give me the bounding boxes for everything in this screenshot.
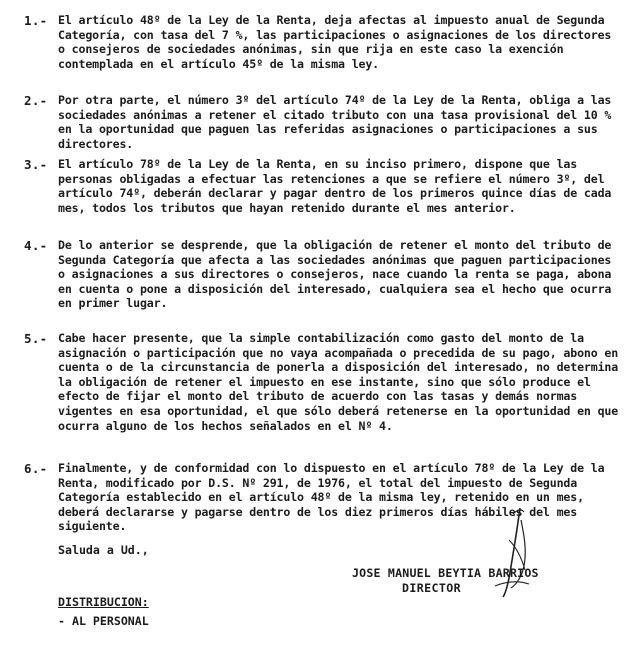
- distribution-heading: DISTRIBUCION:: [58, 595, 149, 609]
- paragraph-text: De lo anterior se desprende, que la obligación de retener el monto del tributo de Segunda Categoría que afecta a las sociedades anónimas que paguen participaciones o asignaciones a sus directores o consejeros, nace cuando la renta se paga, abona en cuenta o pone a disposición del interesado, cualquiera sea el hecho que ocurra en primer lugar.: [58, 238, 612, 311]
- paragraph-text: Cabe hacer presente, que la simple contabilización como gasto del monto de la asignación o participación que no vaya acompañada o precedida de su pago, abono en cuenta o de la circunstancia de ponerla a disposición del interesado, no determina la obligación de retener el impuesto en ese instante, sino que sólo produce el efecto de fijar el monto del tributo de acuerdo con las tasas y demás normas vigentes en esa oportunidad, el que sólo deberá retenerse en la oportunidad en que ocurra alguno de los hechos señalados en el Nº 4.: [58, 331, 619, 433]
- paragraph-number: 3.-: [24, 157, 48, 172]
- distribution-item: - AL PERSONAL: [58, 614, 149, 628]
- paragraph-text: El artículo 78º de la Ley de la Renta, en su inciso primero, dispone que las personas obligadas a efectuar las retenciones a que se refiere el número 3º, del artículo 74º, deberán declarar y pagar dentro de los primeros quince días de cada mes, todos los tributos que hayan retenido durante el mes anterior.: [58, 157, 612, 215]
- paragraph-text: Finalmente, y de conformidad con lo dispuesto en el artículo 78º de la Ley de la Renta, modificado por D.S. Nº 291, de 1976, el total del impuesto de Segunda Categoría establecido en el artículo 48º de la misma ley, retenido en un mes, deberá declararse y pagarse dentro de los diez primeros días hábiles del mes siguiente.: [58, 461, 605, 534]
- paragraph-number: 5.-: [24, 331, 48, 346]
- paragraph-number: 6.-: [24, 461, 48, 476]
- paragraph-text: El artículo 48º de la Ley de la Renta, deja afectas al impuesto anual de Segunda Categoría, con tasa del 7 %, las participaciones o asignaciones de los directores o consejeros de sociedades anónimas, sin que rija en este caso la exención contemplada en el artículo 45º de la misma ley.: [58, 13, 612, 71]
- closing-salutation: Saluda a Ud.,: [58, 543, 149, 557]
- paragraph-number: 4.-: [24, 238, 48, 253]
- paragraph-text: Por otra parte, el número 3º del artículo 74º de la Ley de la Renta, obliga a las sociedades anónimas a retener el citado tributo con una tasa provisional del 10 % en la oportunidad que paguen las referidas asignaciones o participaciones a sus directores.: [58, 93, 612, 151]
- paragraph-number: 1.-: [24, 13, 48, 28]
- signer-name: JOSE MANUEL BEYTIA BARRIOS: [352, 566, 539, 580]
- signer-title: DIRECTOR: [402, 581, 462, 595]
- paragraph-number: 2.-: [24, 93, 48, 108]
